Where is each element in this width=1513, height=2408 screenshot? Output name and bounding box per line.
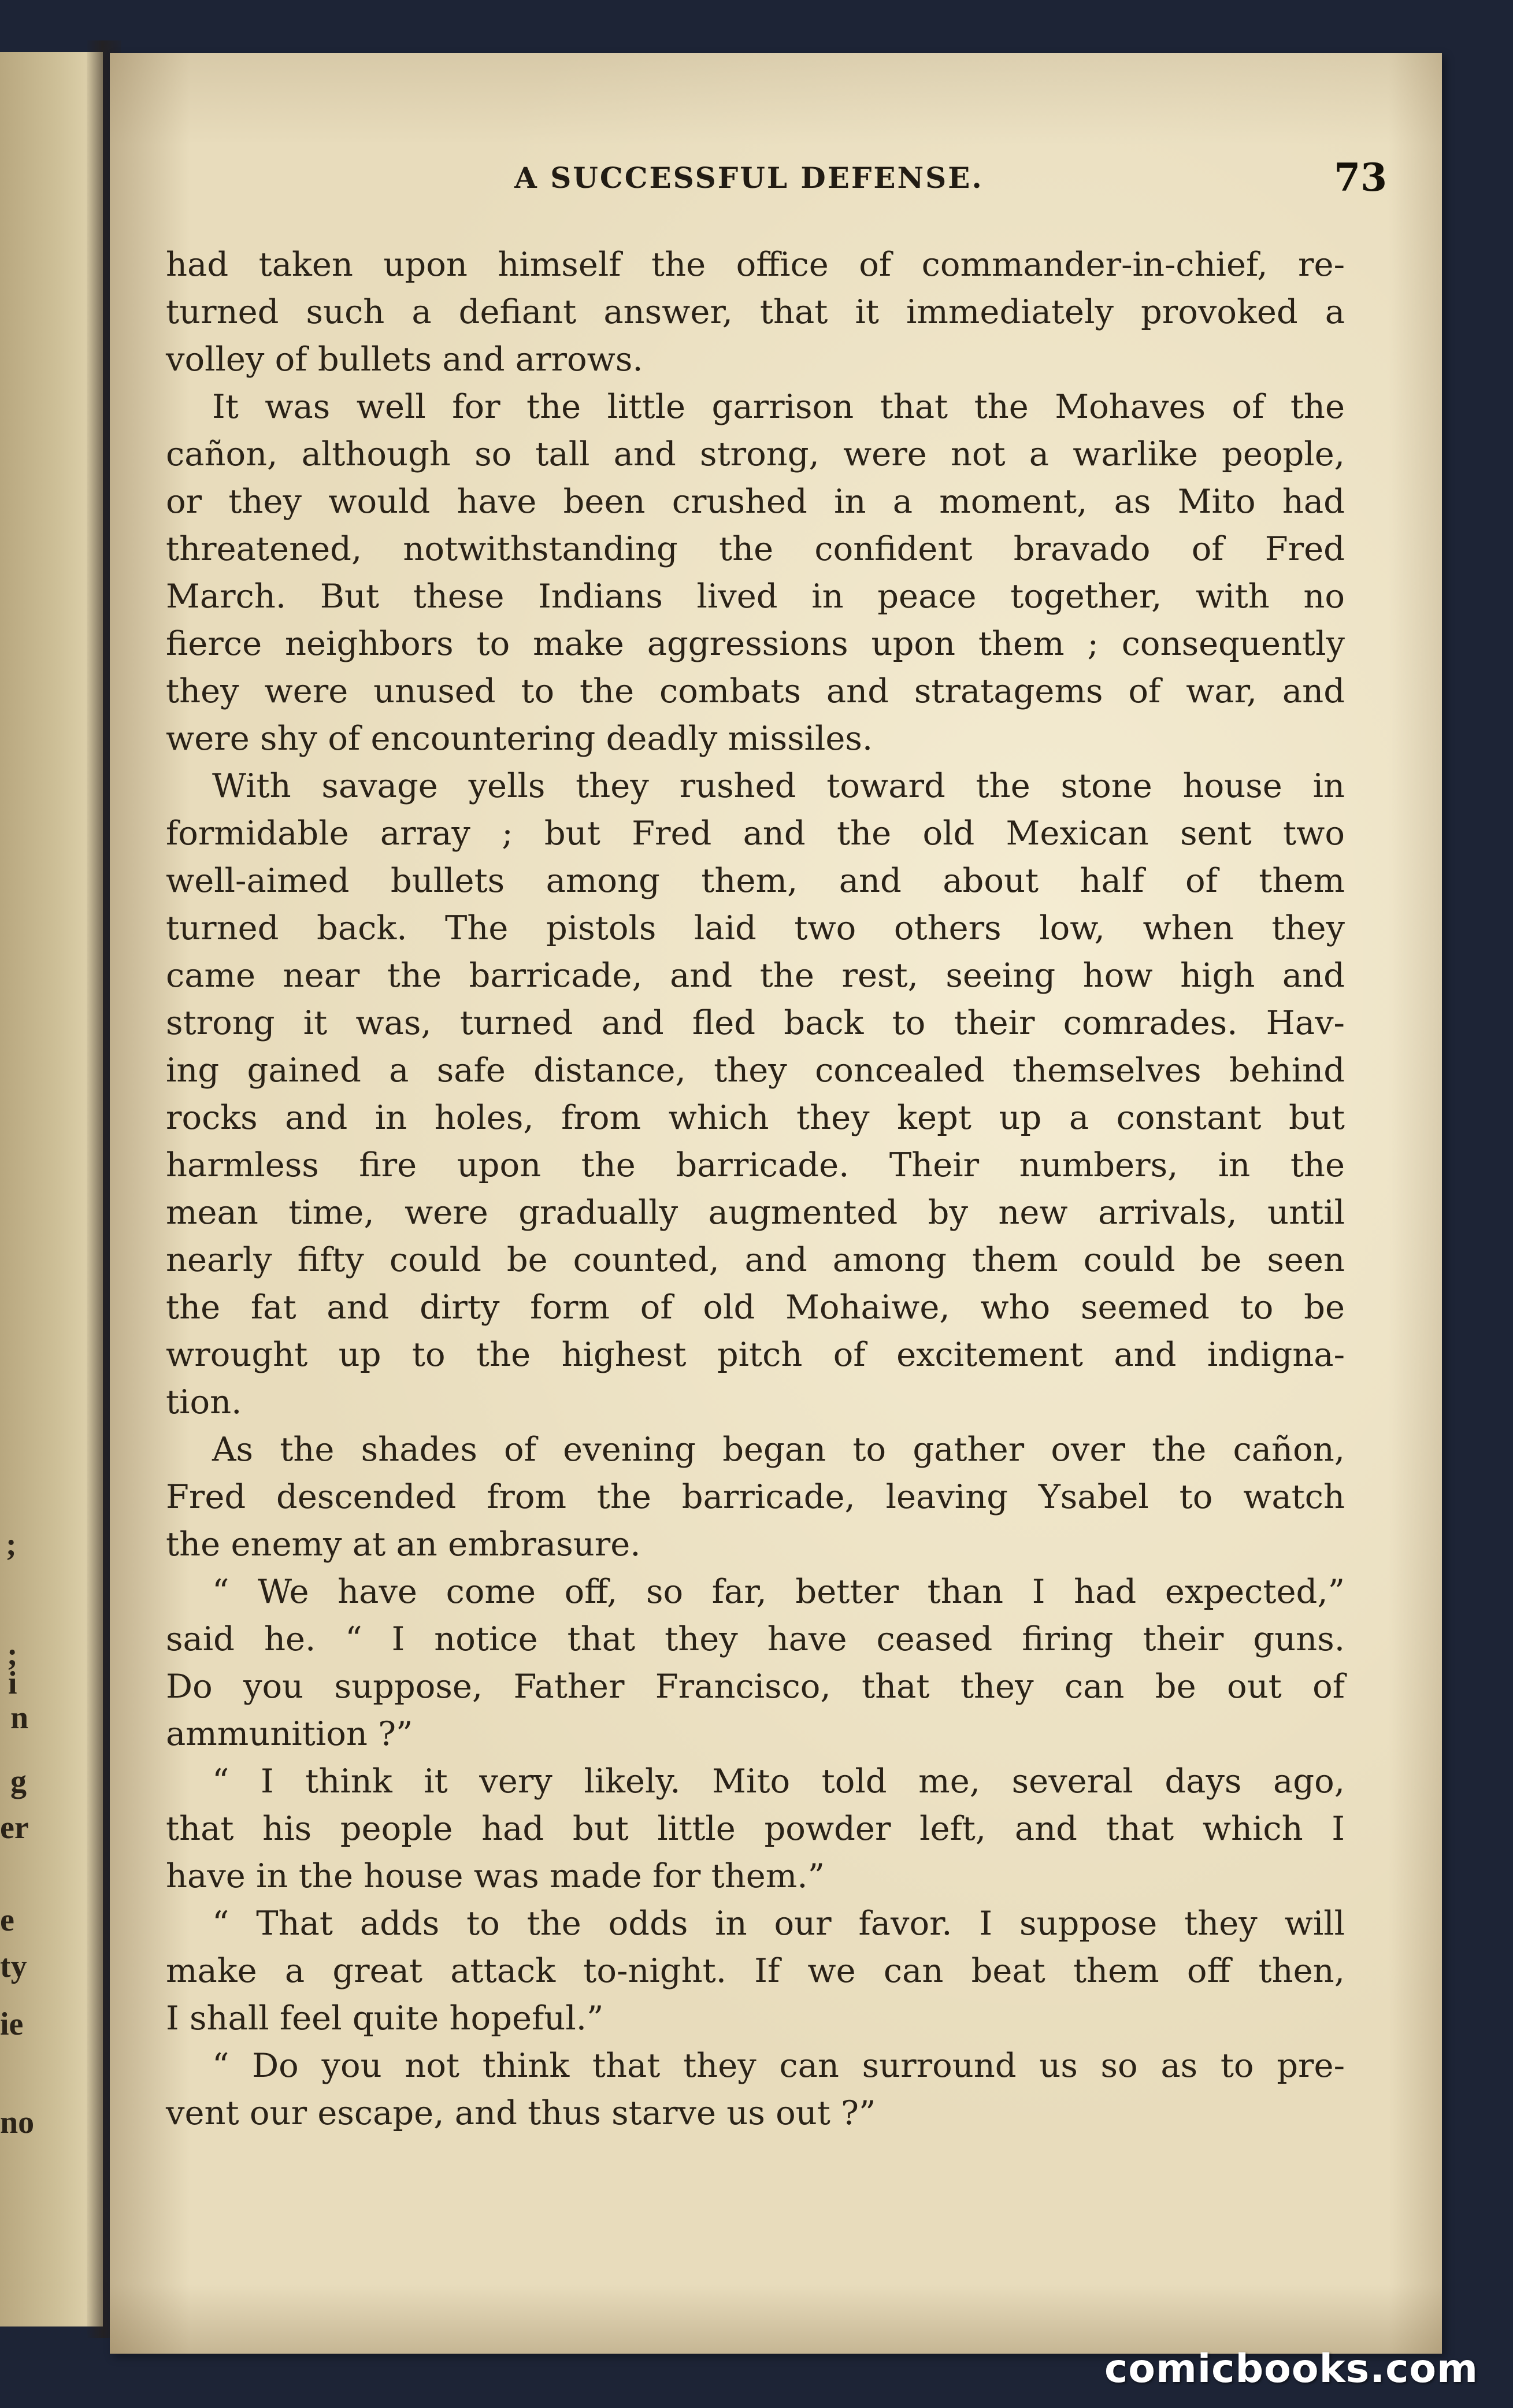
text-line: threatened, notwithstanding the confident bravado of Fred (166, 529, 1345, 568)
text-line: strong it was, turned and fled back to their comrades. Hav- (166, 1003, 1345, 1042)
text-line: As the shades of evening began to gather over the cañon, (212, 1430, 1345, 1469)
text-line: make a great attack to-night. If we can beat them off then, (166, 1951, 1345, 1990)
text-line: harmless fire upon the barricade. Their numbers, in the (166, 1146, 1345, 1184)
text-line: volley of bullets and arrows. (166, 340, 643, 379)
book-page (110, 53, 1442, 2354)
text-line: “ Do you not think that they can surround us so as to pre- (212, 2046, 1345, 2085)
fragment-text: ; (7, 1636, 18, 1672)
text-line: the enemy at an embrasure. (166, 1525, 641, 1564)
text-line: well-aimed bullets among them, and about half of them (166, 861, 1345, 900)
text-line: mean time, were gradually augmented by new arrivals, until (166, 1193, 1345, 1232)
page-number: 73 (1334, 155, 1387, 200)
text-line: turned such a defiant answer, that it immediately provoked a (166, 292, 1345, 331)
text-line: the fat and dirty form of old Mohaiwe, who seemed to be (166, 1288, 1345, 1327)
fragment-text: g (10, 1764, 27, 1799)
text-line: they were unused to the combats and stratagems of war, and (166, 672, 1345, 710)
fragment-text: no (0, 2105, 35, 2140)
text-line: rocks and in holes, from which they kept up a constant but (166, 1098, 1345, 1137)
text-line: said he. “ I notice that they have ceased firing their guns. (166, 1620, 1345, 1658)
text-line: came near the barricade, and the rest, seeing how high and (166, 956, 1345, 995)
fragment-text: e (0, 1902, 14, 1938)
text-line: fierce neighbors to make aggressions upon them ; consequently (166, 624, 1345, 663)
text-line: wrought up to the highest pitch of excitement and indigna- (166, 1335, 1345, 1374)
text-line: Do you suppose, Father Francisco, that they can be out of (166, 1667, 1345, 1706)
text-line: “ That adds to the odds in our favor. I suppose they will (212, 1904, 1345, 1943)
text-line: that his people had but little powder left, and that which I (166, 1809, 1345, 1848)
text-line: March. But these Indians lived in peace together, with no (166, 577, 1345, 616)
text-line: tion. (166, 1383, 242, 1421)
fragment-text: ty (0, 1948, 27, 1984)
text-line: ammunition ?” (166, 1714, 413, 1753)
text-line: or they would have been crushed in a moment, as Mito had (166, 482, 1345, 521)
fragment-text: i (8, 1665, 17, 1701)
fragment-text: ; (6, 1527, 17, 1562)
text-line: I shall feel quite hopeful.” (166, 1999, 604, 2037)
fragment-text: er (0, 1810, 29, 1846)
fragment-text: n (10, 1700, 29, 1736)
text-line: It was well for the little garrison that the Mohaves of the (212, 387, 1345, 426)
text-line: vent our escape, and thus starve us out ?” (166, 2094, 876, 2132)
text-line: ing gained a safe distance, they concealed themselves behind (166, 1051, 1345, 1090)
text-line: turned back. The pistols laid two others low, when they (166, 909, 1345, 947)
fragment-text: ie (0, 2006, 24, 2042)
text-line: “ We have come off, so far, better than I had expected,” (212, 1572, 1345, 1611)
watermark-text: comicbooks.com (1104, 2346, 1478, 2392)
text-line: formidable array ; but Fred and the old Mexican sent two (166, 814, 1345, 853)
text-line: cañon, although so tall and strong, were not a warlike people, (166, 435, 1345, 473)
text-line: have in the house was made for them.” (166, 1857, 825, 1895)
running-head-title: A SUCCESSFUL DEFENSE. (514, 161, 984, 195)
text-line: were shy of encountering deadly missiles. (166, 719, 873, 758)
text-line: With savage yells they rushed toward the stone house in (212, 766, 1345, 805)
running-head (110, 157, 1442, 209)
facing-page-fragments (0, 52, 81, 2327)
text-line: “ I think it very likely. Mito told me, several days ago, (212, 1762, 1345, 1801)
text-line: nearly fifty could be counted, and among them could be seen (166, 1240, 1345, 1279)
text-line: had taken upon himself the office of commander-in-chief, re- (166, 245, 1345, 284)
body-text (166, 241, 1345, 2137)
text-line: Fred descended from the barricade, leaving Ysabel to watch (166, 1477, 1345, 1516)
